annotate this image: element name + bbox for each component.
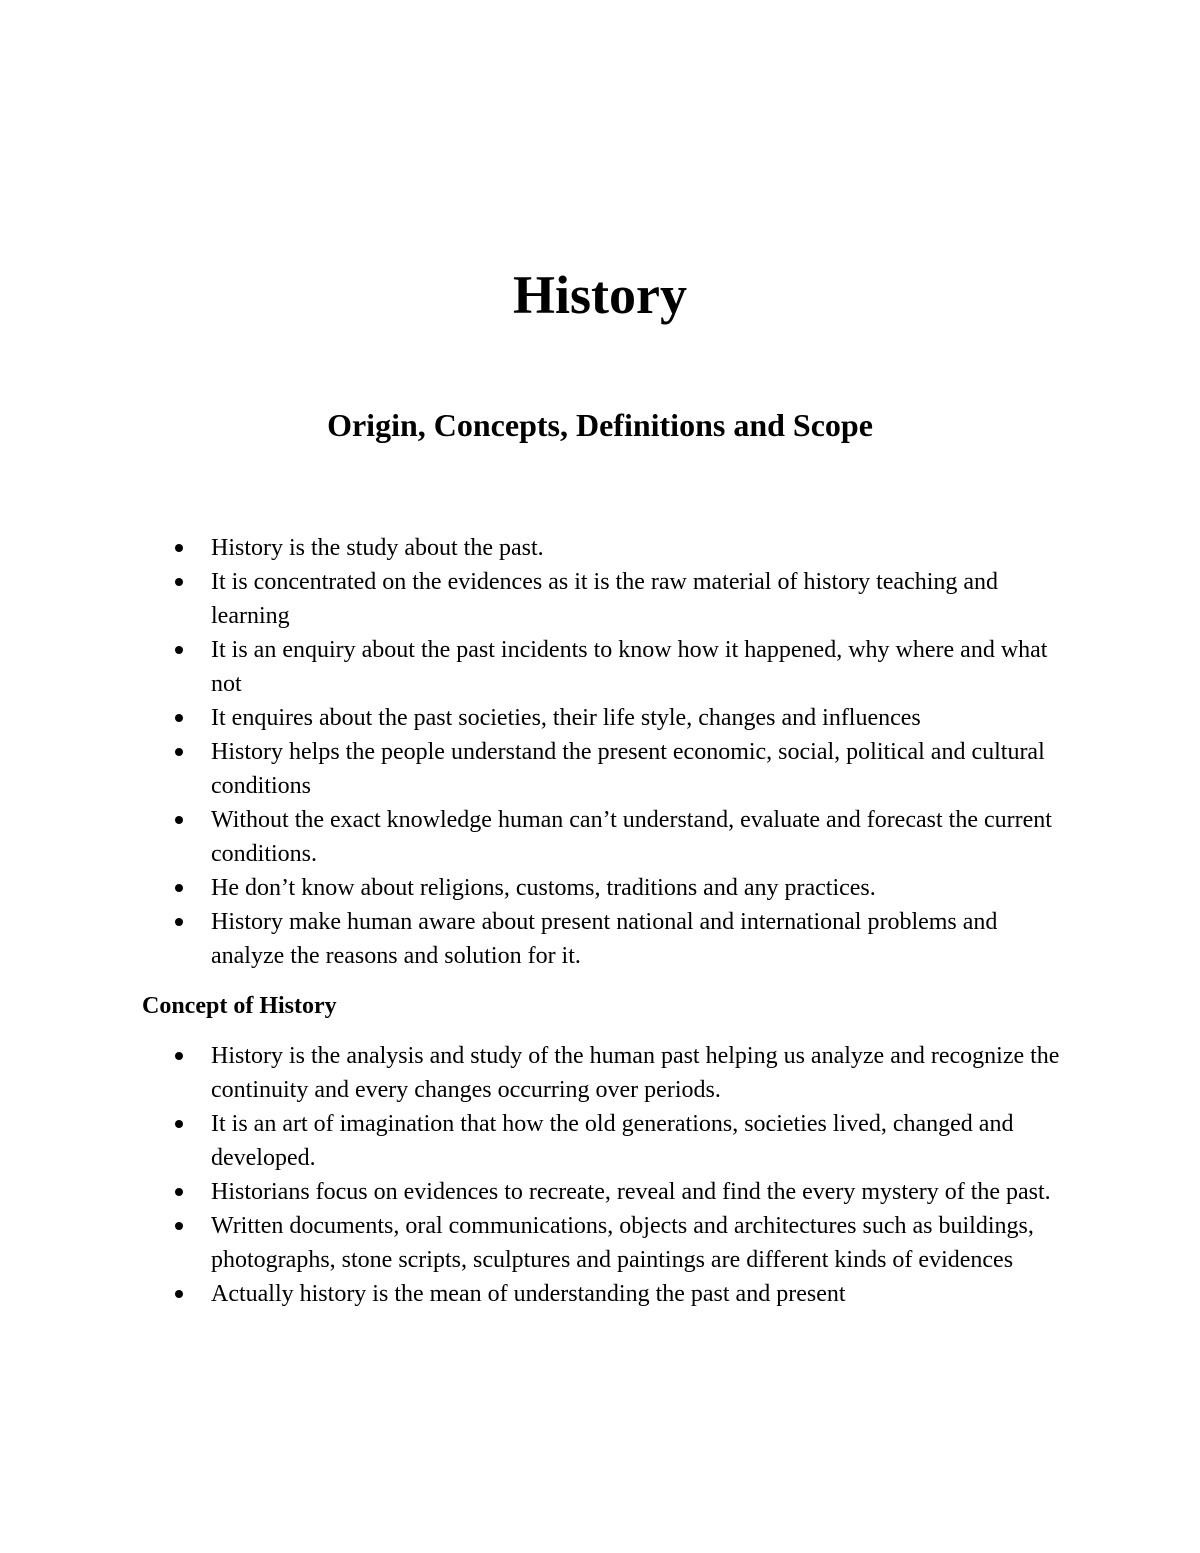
list-item-text: Written documents, oral communications, objects and architectures such as buildings, photographs, stone scripts, sculptures and paintings are different kinds of evidences — [211, 1213, 1034, 1273]
bullet-icon — [175, 918, 183, 926]
list-item — [0, 1277, 1061, 1311]
list-item — [0, 1107, 1061, 1175]
list-item — [0, 803, 1061, 871]
bullet-icon — [175, 544, 183, 552]
bullet-icon — [175, 884, 183, 892]
list-item-text: History helps the people understand the present economic, social, political and cultural conditions — [211, 739, 1045, 799]
list-item-text: It is concentrated on the evidences as it is the raw material of history teaching and learning — [211, 569, 999, 629]
bullet-icon — [175, 816, 183, 824]
list-item — [0, 871, 1061, 905]
list-item-text: History is the analysis and study of the human past helping us analyze and recognize the continuity and every changes occurring over periods. — [211, 1043, 1060, 1103]
bullet-icon — [175, 1052, 183, 1060]
list-item-text: History is the study about the past. — [211, 535, 544, 561]
bullet-icon — [175, 1188, 183, 1196]
list-item — [0, 905, 1061, 973]
page-title: History — [513, 265, 687, 325]
intro-bullet-list — [0, 531, 1061, 973]
list-item — [0, 1209, 1061, 1277]
list-item-text: It is an enquiry about the past incidents to know how it happened, why where and what not — [211, 637, 1048, 697]
list-item-text: History make human aware about present national and international problems and analyze the reasons and solution for it. — [211, 909, 998, 969]
bullet-icon — [175, 714, 183, 722]
list-item — [0, 565, 1061, 633]
list-item-text: Actually history is the mean of understanding the past and present — [211, 1281, 846, 1307]
bullet-icon — [175, 1290, 183, 1298]
page-subtitle: Origin, Concepts, Definitions and Scope — [327, 407, 873, 443]
list-item — [0, 1175, 1061, 1209]
list-item — [0, 633, 1061, 701]
section-heading-concept: Concept of History — [142, 993, 337, 1019]
bullet-icon — [175, 1222, 183, 1230]
list-item — [0, 735, 1061, 803]
bullet-icon — [175, 578, 183, 586]
list-item-text: It enquires about the past societies, their life style, changes and influences — [211, 705, 921, 731]
list-item — [0, 531, 1061, 565]
list-item — [0, 1039, 1061, 1107]
bullet-icon — [175, 748, 183, 756]
bullet-icon — [175, 1120, 183, 1128]
list-item — [0, 701, 1061, 735]
bullet-icon — [175, 646, 183, 654]
list-item-text: It is an art of imagination that how the old generations, societies lived, changed and developed. — [211, 1111, 1014, 1171]
concept-bullet-list — [0, 1039, 1061, 1311]
list-item-text: Without the exact knowledge human can’t understand, evaluate and forecast the current conditions. — [211, 807, 1052, 867]
list-item-text: He don’t know about religions, customs, traditions and any practices. — [211, 875, 876, 901]
list-item-text: Historians focus on evidences to recreate, reveal and find the every mystery of the past. — [211, 1179, 1051, 1205]
